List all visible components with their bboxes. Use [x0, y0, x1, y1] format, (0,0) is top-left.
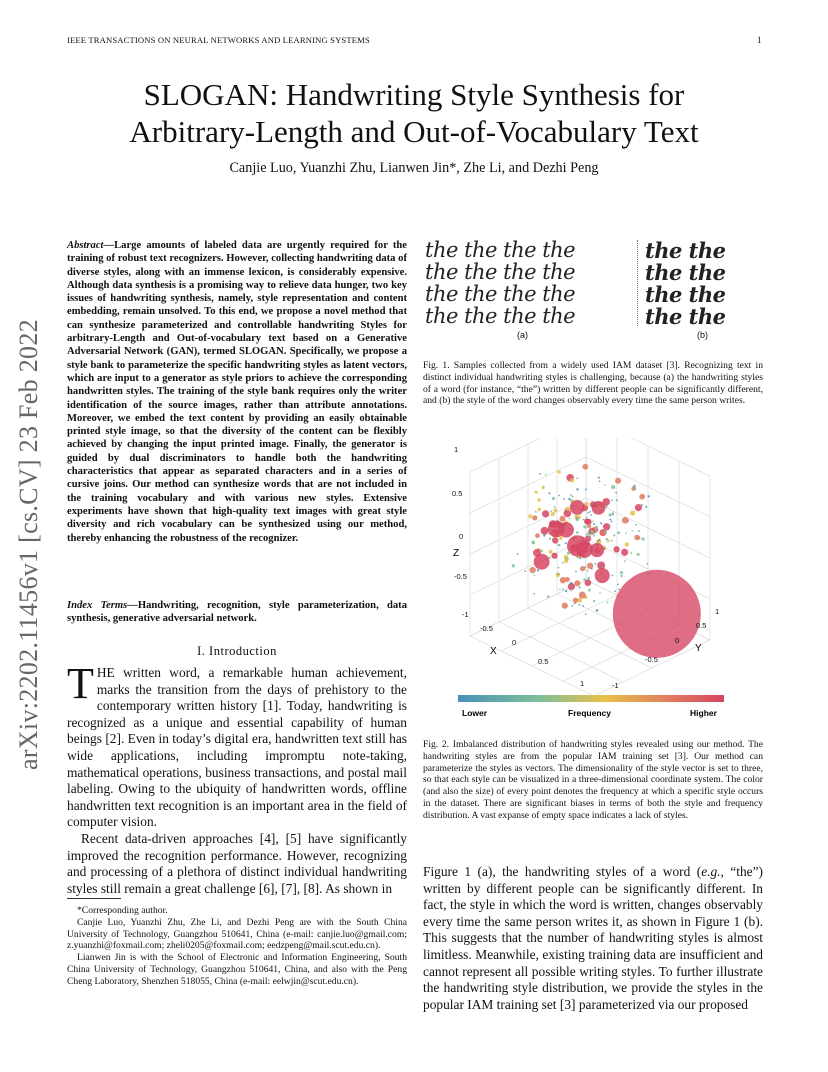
scatter-point [535, 533, 540, 538]
y-tick-label: 0.5 [696, 621, 707, 630]
scatter-point [564, 559, 568, 563]
scatter-point [558, 573, 560, 575]
scatter-point [559, 536, 563, 540]
intro-text: , [274, 880, 282, 896]
scatter-point-large [613, 570, 701, 658]
scatter-point [638, 530, 640, 532]
colorbar-high-label: Higher [690, 708, 717, 718]
figure-1-panel-a [423, 238, 633, 330]
z-tick-label: 1 [454, 445, 459, 454]
scatter-point [562, 562, 564, 564]
scatter-point [622, 517, 629, 524]
scatter-points [512, 464, 701, 658]
scatter-point [549, 538, 551, 540]
scatter-point [618, 589, 620, 591]
scatter-point [634, 485, 636, 487]
scatter-point [542, 486, 545, 489]
body-text: Figure [423, 864, 465, 879]
intro-text: , [275, 830, 286, 846]
scatter-point [551, 553, 557, 559]
figure-1-caption [423, 360, 763, 407]
scatter-point [587, 570, 589, 572]
scatter-point [541, 549, 544, 552]
scatter-point [582, 605, 584, 607]
handwriting-sample-row: the the [645, 304, 726, 329]
scatter-point [647, 563, 649, 565]
index-terms-label: Index Terms [67, 600, 128, 611]
scatter-point [613, 534, 615, 536]
index-terms [67, 599, 407, 626]
scatter-point [547, 596, 549, 598]
scatter-point-large [570, 500, 585, 515]
footnote-affiliation-2: Lianwen Jin is with the School of Electronic and Information Engineering, South China University of Technology, Guangzhou 510641, China, and also with the Peng Cheng Laboratory, Shenzhen 518055, China (e-mail: eelwjin@scut.edu.cn). [67, 952, 407, 987]
intro-text: have significantly improved the recognition performance. However, recognizing and processing of a plethora of distinct individual handwriting styles still remain a great challenge [67, 830, 408, 896]
scatter-point [557, 470, 560, 473]
arxiv-stamp: arXiv:2202.11456v1 [cs.CV] 23 Feb 2022 [14, 319, 43, 770]
colorbar-mid-label: Frequency [568, 708, 611, 718]
scatter-point [637, 553, 640, 556]
scatter-point [616, 499, 618, 501]
scatter-point [613, 546, 619, 552]
caption-text: . Recognizing text in distinct individual handwriting styles is challenging, because (a) the handwriting styles of a word (for instance, “the”) written by different people can be significantly different, and (b) the style of the word changes observably every time the same person writes. [423, 360, 763, 407]
citation-link[interactable]: [1] [262, 698, 279, 714]
scatter-point [566, 507, 570, 511]
author-list: Canjie Luo, Yuanzhi Zhu, Lianwen Jin*, Zhe Li, and Dezhi Peng [229, 160, 599, 176]
handwriting-sample-row: the the [645, 282, 726, 307]
right-column-body [423, 864, 763, 1013]
citation-link[interactable]: [3] [666, 360, 678, 371]
scatter-point [593, 600, 595, 602]
figure-2-chart [440, 438, 740, 728]
abstract [67, 239, 407, 545]
z-tick-label: 0 [459, 532, 464, 541]
section-heading: I. Introduction [197, 644, 277, 658]
footnotes [67, 905, 407, 988]
scatter-point [535, 511, 537, 513]
scatter-point [570, 478, 574, 482]
scatter-point [589, 511, 591, 513]
scatter-point [535, 491, 538, 494]
scatter-point [639, 494, 645, 500]
scatter-point [620, 575, 623, 578]
scatter-point [551, 512, 555, 516]
scatter-point [559, 589, 561, 591]
scatter-point [537, 569, 539, 571]
scatter-point [595, 526, 597, 528]
z-tick-label: -0.5 [454, 572, 467, 581]
scatter-point [611, 575, 613, 577]
figure-1-panel-b-label: (b) [697, 330, 708, 340]
colorbar-low-label: Lower [462, 708, 488, 718]
scatter-point [541, 527, 549, 535]
figure-1-panel-a-label: (a) [517, 330, 528, 340]
scatter-point [599, 480, 601, 482]
scatter-point [512, 564, 515, 567]
scatter-point [576, 531, 579, 534]
scatter-point [587, 563, 593, 569]
figure-ref-link[interactable]: 1 [733, 913, 741, 929]
scatter-point [573, 598, 578, 603]
scatter-point [550, 510, 552, 512]
scatter-point [592, 520, 594, 522]
x-axis-label: X [490, 646, 497, 657]
scatter-point [585, 613, 587, 615]
scatter-point-large [534, 554, 550, 570]
y-tick-label: 1 [715, 607, 720, 616]
handwriting-sample-row: the the the the [425, 304, 576, 328]
x-tick-label: 0.5 [538, 657, 549, 666]
scatter-point [597, 529, 599, 531]
footnote-corresponding: *Corresponding author. [77, 905, 168, 916]
intro-paragraph-1 [67, 659, 407, 831]
z-axis-label: Z [453, 548, 460, 559]
index-terms-text: —Handwriting, recognition, style parameterization, data synthesis, generative adversarial network. [67, 600, 407, 625]
intro-text: Recent data-driven approaches [81, 830, 260, 846]
scatter-point [534, 575, 536, 577]
y-tick-label: 0 [675, 636, 680, 645]
scatter-point [537, 507, 541, 511]
scatter-point [552, 497, 555, 500]
handwriting-sample-row: the the [645, 238, 726, 263]
scatter-point [585, 579, 592, 586]
scatter-point [598, 539, 600, 541]
drop-cap: T [67, 659, 94, 708]
scatter-point [615, 492, 617, 494]
scatter-point [556, 573, 561, 578]
citation-link[interactable]: [2] [105, 731, 121, 747]
scatter-point [553, 508, 557, 512]
scatter-point [635, 504, 642, 511]
scatter-point [576, 477, 578, 479]
scatter-point [531, 541, 535, 545]
scatter-point [548, 492, 550, 494]
scatter-point [625, 532, 627, 534]
scatter-point [601, 565, 603, 567]
scatter-point [558, 544, 560, 546]
scatter-point [597, 541, 599, 543]
citation-link[interactable]: [8] [303, 880, 320, 896]
scatter-point [542, 510, 549, 517]
scatter-point [589, 535, 591, 537]
scatter-point [630, 510, 635, 515]
scatter-point [545, 474, 547, 476]
body-text: parameterized via our proposed [575, 996, 748, 1012]
body-text-italic: e.g. [701, 864, 721, 879]
footnote-rule [67, 898, 121, 899]
page-number: 1 [757, 35, 762, 45]
scatter-point [565, 590, 567, 592]
citation-link[interactable]: [3] [674, 750, 686, 762]
scatter-point [615, 478, 621, 484]
scatter-point [583, 519, 585, 521]
scatter-point [611, 521, 613, 523]
handwriting-sample-row: the the the the [425, 238, 576, 262]
citation-link[interactable]: [4] [259, 830, 276, 846]
figure-1-divider [637, 240, 638, 326]
scatter-point [577, 556, 579, 558]
citation-link[interactable]: [5] [285, 830, 302, 846]
running-header: IEEE TRANSACTIONS ON NEURAL NETWORKS AND LEARNING SYSTEMS [67, 35, 370, 45]
scatter-point [524, 570, 526, 572]
scatter-point [532, 515, 537, 520]
scatter-point [576, 517, 578, 519]
scatter-point [586, 534, 588, 536]
citation-link[interactable]: [3] [559, 996, 576, 1012]
scatter-point [596, 609, 599, 612]
scatter-point [554, 506, 556, 508]
figure-1-panel-b [645, 238, 763, 330]
caption-text: Samples collected from a widely used IAM dataset [449, 360, 667, 371]
title-line-2: Arbitrary-Length and Out-of-Vocabulary Text [129, 114, 699, 149]
scatter-point [579, 587, 581, 589]
scatter-point [529, 567, 535, 573]
scatter-point [578, 604, 580, 606]
scatter-point [559, 516, 565, 522]
z-tick-label: 0.5 [452, 489, 463, 498]
title-line-1: SLOGAN: Handwriting Style Synthesis for [143, 77, 685, 112]
scatter-point [647, 495, 649, 497]
intro-text: HE written word, a remarkable human achievement, marks the transition from the days of prehistory to the contemporary written history [96, 665, 407, 714]
figure-ref-link[interactable]: 1 [464, 864, 472, 879]
scatter-point [633, 487, 635, 489]
scatter-point [565, 542, 567, 544]
scatter-point-large [595, 568, 610, 583]
scatter-point [552, 537, 558, 543]
scatter-point [607, 601, 609, 603]
scatter-point [604, 484, 606, 486]
scatter-point-large [567, 535, 588, 556]
intro-text: , [296, 880, 304, 896]
scatter-point [576, 488, 578, 490]
scatter-point [624, 560, 626, 562]
scatter-point [558, 567, 560, 569]
scatter-point [607, 539, 610, 542]
scatter-point [591, 568, 593, 570]
intro-paragraph-2 [67, 831, 407, 897]
x-tick-label: -0.5 [480, 624, 493, 633]
scatter-point [585, 502, 589, 506]
handwriting-sample-row: the the the the [425, 282, 576, 306]
scatter-point [625, 542, 629, 546]
scatter-point [537, 498, 541, 502]
scatter-point [645, 506, 647, 508]
right-paragraph [423, 864, 763, 1013]
scatter-point [568, 517, 570, 519]
body-text: (a), the handwriting styles of a word ( [471, 864, 702, 879]
scatter-point [617, 584, 619, 586]
scatter-point [564, 555, 568, 559]
x-tick-label: 1 [580, 679, 585, 688]
scatter-point [563, 498, 565, 500]
caption-text: Imbalanced distribution of handwriting styles revealed using our method. The handwriting styles are from the popular IAM training set [423, 739, 763, 762]
scatter-point [635, 524, 637, 526]
scatter-point-large [548, 521, 565, 538]
intro-text: . Even in today’s digital era, handwritten text still has wide applications, including impromptu note-taking, mathematical operations, business transactions, and postal mail labeling. Owing to the ubiquity of handwritten words, offline handwritten text recognition is an important area in the field of computer vision. [67, 731, 407, 830]
z-tick-label: -1 [462, 610, 469, 619]
scatter-point [570, 499, 572, 501]
scatter-point [549, 550, 553, 554]
scatter-point [593, 523, 595, 525]
scatter-point [598, 477, 600, 479]
scatter-point [572, 605, 574, 607]
footnote-affiliation-1: Canjie Luo, Yuanzhi Zhu, Zhe Li, and Dezhi Peng are with the South China University of Technology, Guangzhou 510641, China (e-mail: canjie.luo@gmail.com; z.yuanzhi@foxmail.com; zheli0205@foxmail.com; eedzpeng@mail.scut.edu.cn). [67, 916, 407, 952]
y-axis-label: Y [695, 643, 702, 654]
scatter-point [539, 473, 541, 475]
scatter-point [620, 571, 623, 574]
scatter-point [609, 513, 612, 516]
scatter-point [582, 464, 588, 470]
scatter-point [642, 537, 645, 540]
scatter-point [631, 530, 633, 532]
y-tick-label: -0.5 [645, 655, 658, 664]
caption-text: . Our method can parameterize the styles as vectors. The dimensionality of the style vector is set to three, so that each style can be visualized in a three-dimensional coordinate system. The color (and also the size) of every point denotes the frequency at which a specific style occurs in the dataset. There are significant biases in terms of both the style and frequency distribution. A vast expanse of empty space indicates a lack of styles. [423, 750, 763, 821]
scatter-point [621, 549, 628, 556]
scatter-point [580, 566, 585, 571]
citation-link[interactable]: [7] [281, 880, 297, 896]
scatter-point [572, 496, 574, 498]
abstract-text: —Large amounts of labeled data are urgently required for the training of robust text recognizers. However, collecting handwriting data of diverse styles, along with an immense lexicon, is considerably expensive. Although data synthesis is a promising way to relieve data hunger, two key issues of handwriting synthesis, namely, style representation and content embedding, remain unsolved. To this end, we propose a novel method that can synthesize parameterized and controllable handwriting Styles for arbitrary-Length and Out-of-vocabulary text based on a Generative Adversarial Network (GAN), termed SLOGAN. Specifically, we propose a style bank to parameterize the specific handwriting styles as latent vectors, which are input to a generator as style priors to achieve the corresponding handwritten styles. The training of the style bank requires only the writer identification of the source images, rather than attribute annotations. Moreover, we embed the text content by providing an easily obtainable printed style image, so that the diversity of the content can be flexibly achieved by changing the input printed image. Finally, the generator is guided by dual discriminators to handle both the handwriting characteristics that appear as separated characters and in a series of cursive joins. Our method can synthesize words that are not included in the training vocabulary and with various new styles. Extensive experiments have shown that high-quality text images with great style diversity and rich vocabulary can be synthesized using our method, thereby enhancing the robustness of the recognizer. [67, 240, 407, 544]
scatter-point [570, 494, 572, 496]
scatter-point [611, 540, 613, 542]
scatter-point [558, 495, 560, 497]
scatter-point [593, 535, 595, 537]
abstract-label: Abstract [67, 240, 104, 251]
handwriting-sample-row: the the [645, 260, 726, 285]
scatter-point [600, 530, 605, 535]
scatter-point [611, 500, 613, 502]
scatter-point [609, 525, 611, 527]
paper-title [0, 76, 828, 150]
scatter-point [601, 523, 603, 525]
scatter-point [594, 563, 596, 565]
scatter-point [609, 519, 611, 521]
scatter-point [590, 514, 592, 516]
scatter-point [583, 525, 586, 528]
scatter-point [617, 531, 620, 534]
intro-text: . As shown in [319, 880, 393, 896]
scatter-point [581, 592, 583, 594]
scatter-point [562, 588, 564, 590]
colorbar [458, 695, 724, 702]
scatter-point [585, 488, 587, 490]
scatter-point [570, 582, 573, 585]
scatter-point [528, 514, 532, 518]
scatter-point [562, 602, 568, 608]
citation-link[interactable]: [6] [258, 880, 275, 896]
figure-1 [423, 238, 763, 343]
scatter-point [533, 593, 535, 595]
scatter-point [574, 580, 580, 586]
scatter-point [612, 513, 614, 515]
scatter-point [584, 518, 590, 524]
intro-body [67, 659, 408, 897]
body-text: (b). This suggests that the number of handwriting styles is almost limitless. Meanwhile, existing training data are insufficient and cannot represent all possible writing styles. To further illustrate the handwriting style distribution, we provide the styles in the popular IAM training set [423, 913, 763, 1012]
scatter-point [612, 512, 614, 514]
scatter-point [587, 524, 591, 528]
scatter-point-large [592, 501, 606, 515]
y-tick-label: -1 [612, 681, 619, 690]
scatter-point [517, 553, 519, 555]
scatter-point [634, 535, 640, 541]
scatter-point [586, 517, 588, 519]
intro-text: . Today, handwriting is recognized as a unique and essential capability of human beings [67, 698, 407, 747]
scatter-point [614, 590, 616, 592]
scatter-point [611, 485, 615, 489]
scatter-point [630, 552, 632, 554]
caption-prefix: Fig. 1. [423, 360, 450, 371]
x-tick-label: 0 [512, 638, 517, 647]
figure-2-caption [423, 739, 763, 822]
body-text: , “the”) written by different people can be significantly different. In fact, the style in which the word is written, changes observably every time the same person writes it, as shown in Figure [423, 864, 764, 929]
scatter-point [587, 512, 589, 514]
scatter-point [588, 577, 590, 579]
scatter-point [560, 577, 566, 583]
scatter-point [599, 592, 601, 594]
scatter-point [588, 589, 591, 592]
handwriting-sample-row: the the the the [425, 260, 576, 284]
caption-prefix: Fig. 2. [423, 739, 450, 750]
scatter-point [590, 530, 594, 534]
scatter-point [575, 571, 577, 573]
